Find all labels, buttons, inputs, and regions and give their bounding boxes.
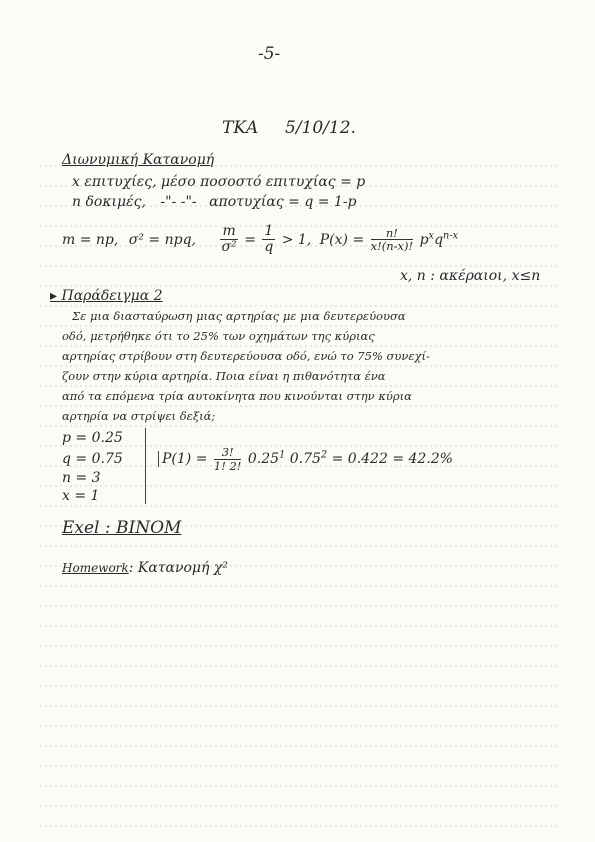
example-line-2: οδό, μετρήθηκε ότι το 25% των οχημάτων της κύριας bbox=[62, 329, 375, 343]
homework-label: Homework bbox=[62, 561, 129, 575]
calc-result: = 0.422 = 42.2% bbox=[331, 451, 453, 468]
example-line-5: από τα επόμενα τρία αυτοκίνητα που κινούνται στην κύρια bbox=[62, 389, 412, 403]
inverse-q-numerator: 1 bbox=[264, 223, 274, 239]
ratio-denominator: σ² bbox=[221, 239, 237, 256]
binomial-coefficient bbox=[371, 227, 413, 253]
calc-numerator: 3! bbox=[214, 446, 242, 460]
calc-q-term: 0.75$^2$ bbox=[289, 449, 328, 468]
inverse-q-denominator: q bbox=[264, 239, 274, 256]
integer-note: x, n : ακέραιοι, x≤n bbox=[400, 268, 541, 284]
variance-formula: σ² = npq bbox=[128, 231, 192, 248]
binomial-denominator: x!(n-x)! bbox=[370, 239, 414, 254]
calc-coefficient bbox=[214, 446, 242, 472]
pmf-lhs: P(x) = bbox=[319, 231, 365, 248]
given-x: x = 1 bbox=[62, 488, 100, 504]
homework-text: : Κατανομή χ² bbox=[128, 560, 228, 576]
calc-lhs: P(1) = bbox=[158, 451, 207, 467]
calc-denominator: 1! 2! bbox=[213, 458, 242, 473]
given-q: q = 0.75 bbox=[62, 451, 123, 467]
pmf-p-term: $p^x$ bbox=[419, 230, 435, 248]
definition-line-1: x επιτυχίες, μέσο ποσοστό επιτυχίας = p bbox=[72, 174, 366, 190]
ratio-fraction bbox=[220, 224, 237, 256]
given-p: p = 0.25 bbox=[62, 430, 123, 446]
binomial-numerator: n! bbox=[371, 227, 413, 241]
calc-p-term: 0.25$^1$ bbox=[247, 449, 286, 468]
trials-count: n δοκιμές bbox=[72, 194, 142, 210]
failure-rate: αποτυχίας = q = 1-p bbox=[209, 194, 357, 210]
example-line-3: αρτηρίας στρίβουν στη δευτερεύουσα οδό, ενώ το 75% συνεχί- bbox=[62, 349, 430, 363]
example-line-6: αρτηρία να στρίψει δεξιά; bbox=[62, 409, 216, 423]
equals-sign: = bbox=[244, 231, 256, 248]
greater-than-one: > 1 bbox=[281, 231, 307, 248]
example-line-4: ζουν στην κύρια αρτηρία. Ποια είναι η πιθανότητα ένα bbox=[62, 369, 386, 383]
page-number: -5- bbox=[258, 44, 281, 64]
formula-line: m = np, σ² = npq, $\frac{m}{\text{σ²}}$ = $\frac{1}{q}$ > 1, P(x) = $\frac{n!}{x!(n-x)!}$ $p^xq^{n-x}$ bbox=[62, 223, 459, 256]
ditto-marks: -"- -"- bbox=[160, 194, 197, 210]
success-rate-value: = p bbox=[340, 174, 366, 190]
ratio-numerator: m bbox=[222, 223, 236, 239]
example-line-1: Σε μια διασταύρωση μιας αρτηρίας με μια δευτερεύουσα bbox=[72, 309, 406, 323]
pmf-q-term: $q^{n-x}$ bbox=[434, 230, 459, 248]
triangle-bullet-icon: ▸ bbox=[50, 288, 62, 304]
header-date: 5/10/12. bbox=[285, 118, 356, 138]
given-n: n = 3 bbox=[62, 470, 101, 486]
homework-line bbox=[62, 560, 228, 576]
inverse-q-fraction bbox=[262, 224, 275, 256]
success-rate-label: μέσο ποσοστό επιτυχίας bbox=[161, 174, 336, 190]
definition-line-2: n δοκιμές, -"- -"- αποτυχίας = q = 1-p bbox=[72, 194, 357, 210]
given-divider bbox=[145, 428, 146, 504]
section-title: Διωνυμική Κατανομή bbox=[62, 152, 215, 168]
example-title: ▸ Παράδειγμα 2 bbox=[50, 288, 163, 304]
trials-success: x επιτυχίες bbox=[72, 174, 153, 190]
excel-function: Exel : BINOM bbox=[62, 518, 182, 538]
header-title: ΤΚΑ bbox=[222, 118, 259, 138]
probability-calculation bbox=[158, 446, 453, 472]
mean-formula: m = np bbox=[62, 231, 114, 248]
